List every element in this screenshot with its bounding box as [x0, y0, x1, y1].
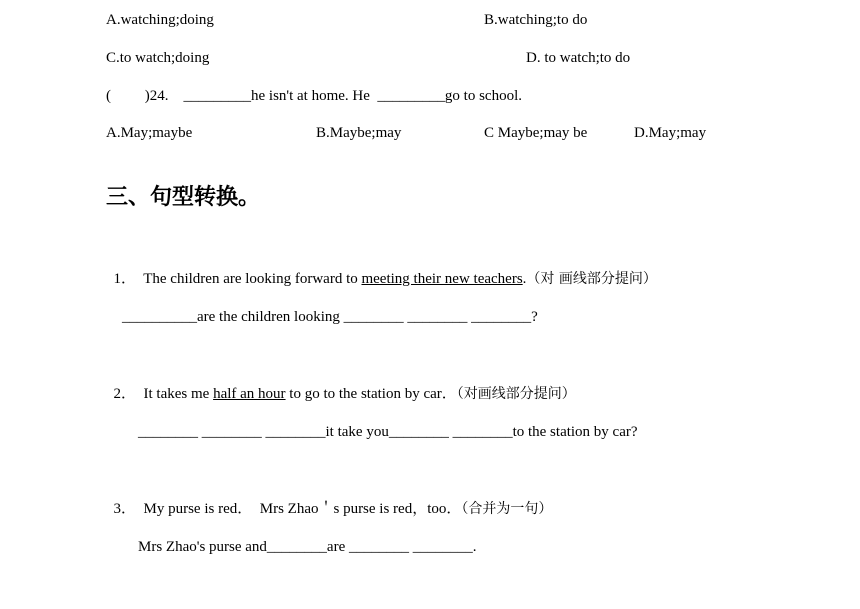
option-a: A.watching;doing [106, 12, 214, 28]
option-c: C.to watch;doing [106, 50, 210, 66]
sentence-3 [106, 479, 552, 519]
sentence-1 [106, 249, 657, 289]
sentence-2-note: （对画线部分提问） [456, 386, 576, 402]
option-b: B.watching;to do [484, 12, 588, 28]
sentence-1-note: （对 画线部分提问） [526, 271, 657, 287]
sentence-3-note: （合并为一句） [461, 501, 553, 517]
sentence-1-suffix: . [522, 271, 527, 287]
q24-option-b: B.Maybe;may [316, 125, 402, 141]
sentence-1-prefix: 1． The children are looking forward to [113, 271, 362, 287]
sentence-1-underlined: meeting their new teachers [361, 271, 523, 287]
sentence-3-text: 3． My purse is red． Mrs Zhao＇s purse is red，too． [113, 501, 462, 517]
sentence-3-answer: Mrs Zhao's purse and________are ________ ________. [138, 539, 477, 555]
sentence-2 [106, 364, 576, 404]
section-heading: 三、句型转换。 [106, 185, 261, 210]
sentence-2-suffix: to go to the station by car． [285, 386, 457, 402]
sentence-2-prefix: 2． It takes me [113, 386, 214, 402]
q24-option-d: D.May;may [634, 125, 707, 141]
sentence-2-answer: ________ ________ ________it take you________ ________to the station by car? [138, 424, 638, 440]
q24-option-a: A.May;maybe [106, 125, 193, 141]
sentence-2-underlined: half an hour [213, 386, 286, 402]
sentence-1-answer: __________are the children looking ________ ________ ________? [122, 309, 538, 325]
question-24-stem: ( )24. _________he isn't at home. He _________go to school. [106, 88, 522, 104]
q24-option-c: C Maybe;may be [484, 125, 588, 141]
option-d: D. to watch;to do [526, 50, 631, 66]
